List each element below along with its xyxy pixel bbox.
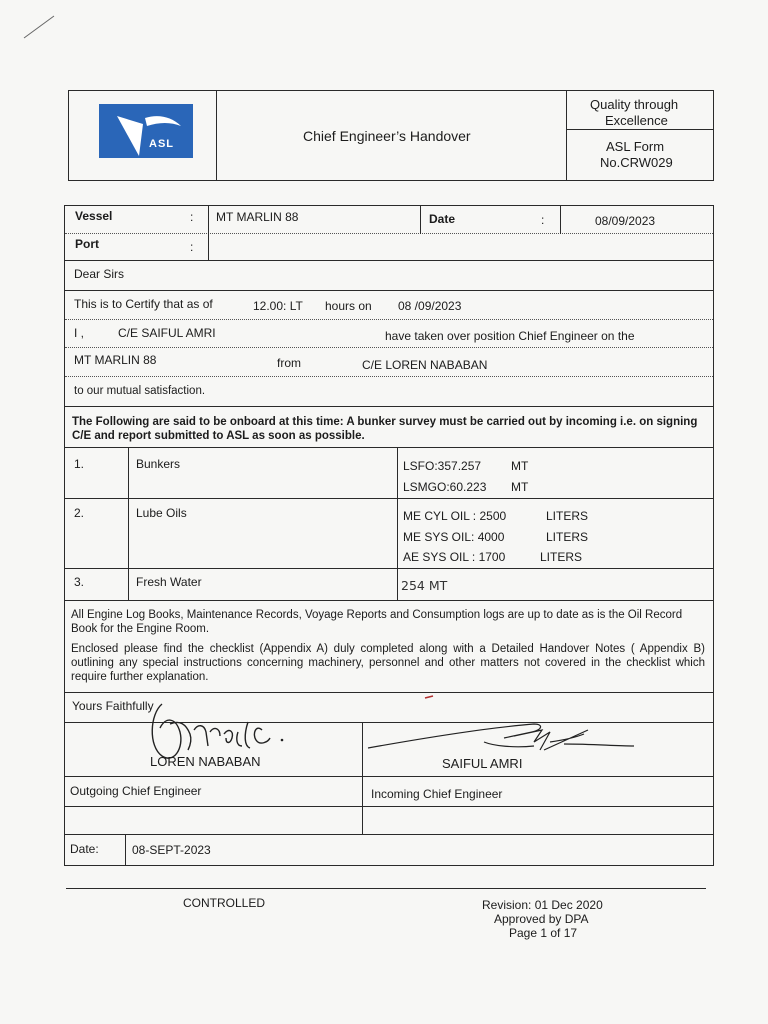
col-line [128, 447, 129, 600]
item-1-number: 1. [74, 457, 85, 471]
row-line [65, 776, 713, 777]
row-line [65, 347, 713, 348]
item-1-line-1-unit: MT [511, 459, 529, 473]
approved-text: Approved by DPA [494, 912, 589, 926]
certify-time: 12.00: LT [253, 299, 303, 313]
col-line [560, 206, 561, 234]
item-2-line-3-unit: LITERS [540, 550, 583, 564]
row-line [65, 834, 713, 835]
signoff-date-value: 08-SEPT-2023 [132, 843, 211, 857]
col-line [397, 447, 398, 600]
from-label: from [277, 356, 301, 370]
form-label: ASL Form [606, 139, 665, 154]
form-title: Chief Engineer’s Handover [303, 128, 471, 144]
item-2-line-1-unit: LITERS [546, 509, 589, 523]
certify-date: 08 /09/2023 [398, 299, 462, 313]
footer-rule [66, 888, 706, 889]
row-line [65, 498, 713, 499]
date-label: Date [429, 212, 456, 226]
asl-logo-icon [99, 104, 193, 158]
item-2-line-2-unit: LITERS [546, 530, 589, 544]
row-line [65, 406, 713, 407]
closing-text: Yours Faithfully [72, 699, 154, 713]
item-1-line-1: LSFO:357.257 [403, 459, 482, 473]
salutation: Dear Sirs [74, 267, 125, 281]
item-3-line-1: 254 MT [401, 578, 448, 593]
signoff-date-label: Date: [70, 842, 99, 856]
asl-logo [99, 104, 193, 158]
row-line [65, 376, 713, 377]
scan-mark [22, 14, 56, 40]
item-2-line-1: ME CYL OIL : 2500 [403, 509, 507, 523]
revision-text: Revision: 01 Dec 2020 [482, 898, 603, 912]
item-2-number: 2. [74, 506, 85, 520]
col-line [420, 206, 421, 234]
vessel-colon: : [190, 210, 194, 224]
port-colon: : [190, 240, 194, 254]
logo-text: ASL [149, 138, 174, 150]
row-line [65, 260, 713, 261]
vessel-value: MT MARLIN 88 [216, 210, 299, 224]
row-line [65, 692, 713, 693]
row-line [65, 600, 713, 601]
col-line [362, 722, 363, 834]
col-line [208, 206, 209, 260]
incoming-engineer-name: C/E SAIFUL AMRI [118, 326, 216, 340]
ink-dot [424, 694, 434, 700]
date-colon: : [541, 213, 545, 227]
port-label: Port [75, 237, 99, 251]
controlled-label: CONTROLLED [183, 896, 266, 910]
quality-line-1: Quality through [590, 97, 679, 112]
item-1-line-2: LSMGO:60.223 [403, 480, 487, 494]
satisfaction-text: to our mutual satisfaction. [74, 385, 206, 397]
row-line [65, 568, 713, 569]
page-number: Page 1 of 17 [509, 926, 578, 940]
item-2-name: Lube Oils [136, 506, 187, 520]
taken-over-text: have taken over position Chief Engineer on the [385, 329, 635, 343]
bunker-survey-notice: The Following are said to be onboard at this time: A bunker survey must be carried out by incoming i.e. on signing C/E and report submitted to ASL as soon as possible. [72, 416, 698, 442]
date-value: 08/09/2023 [595, 214, 656, 228]
letter-vessel: MT MARLIN 88 [74, 353, 157, 367]
outgoing-role: Outgoing Chief Engineer [70, 784, 202, 798]
hours-on-label: hours on [325, 299, 372, 313]
outgoing-signatory-name: LOREN NABABAN [150, 754, 261, 769]
item-3-number: 3. [74, 575, 85, 589]
row-line [65, 233, 713, 234]
enclosed-statement: Enclosed please find the checklist (Appendix A) duly completed along with a Detailed Handover Notes ( Appendix B) outlining any special instructions concerning machinery, personnel and other matters not covered in the checklist which require further explanation. [71, 643, 705, 683]
row-line [65, 319, 713, 320]
incoming-signatory-name: SAIFUL AMRI [442, 756, 523, 771]
col-line [125, 834, 126, 865]
header-divider-left [216, 91, 217, 180]
item-2-line-2: ME SYS OIL: 4000 [403, 530, 505, 544]
i-label: I , [74, 326, 85, 340]
item-2-line-3: AE SYS OIL : 1700 [403, 550, 506, 564]
item-1-line-2-unit: MT [511, 480, 529, 494]
header-divider-right [566, 91, 567, 180]
row-line [65, 290, 713, 291]
logbook-statement: All Engine Log Books, Maintenance Records, Voyage Reports and Consumption logs are up to date as is the Oil Record Book for the Engine Room. [71, 609, 683, 635]
item-1-name: Bunkers [136, 457, 181, 471]
form-number: No.CRW029 [600, 155, 673, 170]
row-line [65, 806, 713, 807]
row-line [65, 447, 713, 448]
item-3-name: Fresh Water [136, 575, 202, 589]
certify-prefix: This is to Certify that as of [74, 297, 213, 311]
incoming-role: Incoming Chief Engineer [371, 787, 503, 801]
header-divider-mid [566, 129, 713, 130]
incoming-signature [364, 720, 639, 760]
quality-line-2: Excellence [605, 113, 668, 128]
outgoing-engineer-name: C/E LOREN NABABAN [362, 358, 488, 372]
vessel-label: Vessel [75, 209, 113, 223]
